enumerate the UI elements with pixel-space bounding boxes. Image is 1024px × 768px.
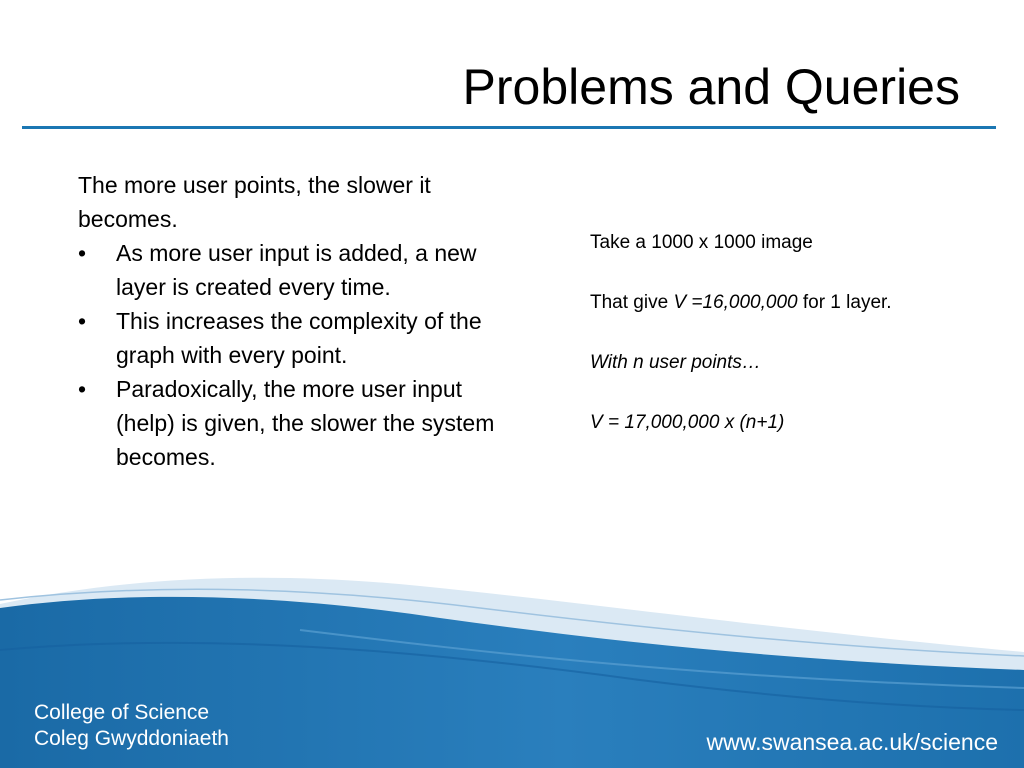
slide-title: Problems and Queries <box>462 59 960 115</box>
bullet-icon: • <box>78 240 87 266</box>
title-underline <box>22 126 996 129</box>
college-name-welsh: Coleg Gwyddoniaeth <box>34 727 229 750</box>
layer-count-value: V =16,000,000 <box>673 292 798 313</box>
bullet-item <box>78 304 498 372</box>
layer-count-prefix: That give <box>590 292 674 313</box>
bullet-text: Paradoxically, the more user input (help) is given, the slower the system becomes. <box>116 376 495 470</box>
layer-count-suffix: for 1 layer. <box>797 292 892 313</box>
intro-text: The more user points, the slower it becomes. <box>78 172 431 232</box>
bullet-item <box>78 236 498 304</box>
right-content <box>590 228 930 438</box>
college-name-english: College of Science <box>34 701 210 724</box>
bullet-icon: • <box>78 376 87 402</box>
bullet-text: As more user input is added, a new layer is created every time. <box>116 240 477 300</box>
bullet-item <box>78 372 498 474</box>
user-points-text: With n user points… <box>590 352 761 373</box>
layer-count-line <box>590 288 930 318</box>
formula-text: V = 17,000,000 x (n+1) <box>590 412 785 433</box>
formula-line <box>590 408 930 438</box>
image-size-line: Take a 1000 x 1000 image <box>590 232 813 253</box>
bullet-icon: • <box>78 308 87 334</box>
website-url: www.swansea.ac.uk/science <box>706 729 998 755</box>
college-name <box>34 700 229 752</box>
left-content <box>78 168 498 474</box>
bullet-text: This increases the complexity of the graph with every point. <box>116 308 482 368</box>
user-points-line <box>590 348 930 378</box>
bullet-list <box>78 236 498 474</box>
